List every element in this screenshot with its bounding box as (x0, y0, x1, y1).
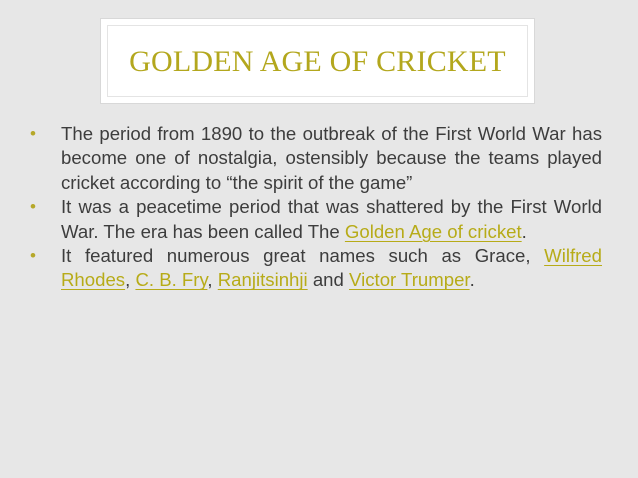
separator: and (307, 269, 350, 291)
bullet-icon: • (30, 197, 36, 217)
bullet-text: It was a peacetime period that was shattered by the First World War. The era has been called The (61, 196, 602, 242)
bullet-item-3 (30, 244, 602, 293)
bullet-icon: • (30, 124, 36, 143)
separator: , (125, 269, 136, 291)
separator: , (207, 269, 218, 291)
bullet-list (30, 122, 602, 293)
bullet-text: The period from 1890 to the outbreak of the First World War has become one of nostalgia, ostensibly because the teams played cricket according to “the spirit of the game” (61, 123, 602, 193)
title-box (100, 18, 535, 104)
link-ranjitsinhji[interactable]: Ranjitsinhji (217, 269, 308, 291)
slide-title: GOLDEN AGE OF CRICKET (129, 45, 506, 78)
link-victor-trumper[interactable]: Victor Trumper (349, 269, 470, 291)
link-cb-fry[interactable]: C. B. Fry (135, 269, 208, 291)
bullet-text: It featured numerous great names such as Grace, (61, 245, 545, 267)
bullet-item-2 (30, 195, 602, 244)
link-wilfred-rhodes[interactable]: Wilfred Rhodes (61, 245, 602, 291)
separator: . (469, 269, 475, 291)
bullet-text-end: . (521, 220, 527, 242)
bullet-item-1 (30, 122, 602, 195)
link-golden-age-of-cricket[interactable]: Golden Age of cricket (344, 220, 522, 242)
bullet-icon: • (30, 246, 36, 266)
